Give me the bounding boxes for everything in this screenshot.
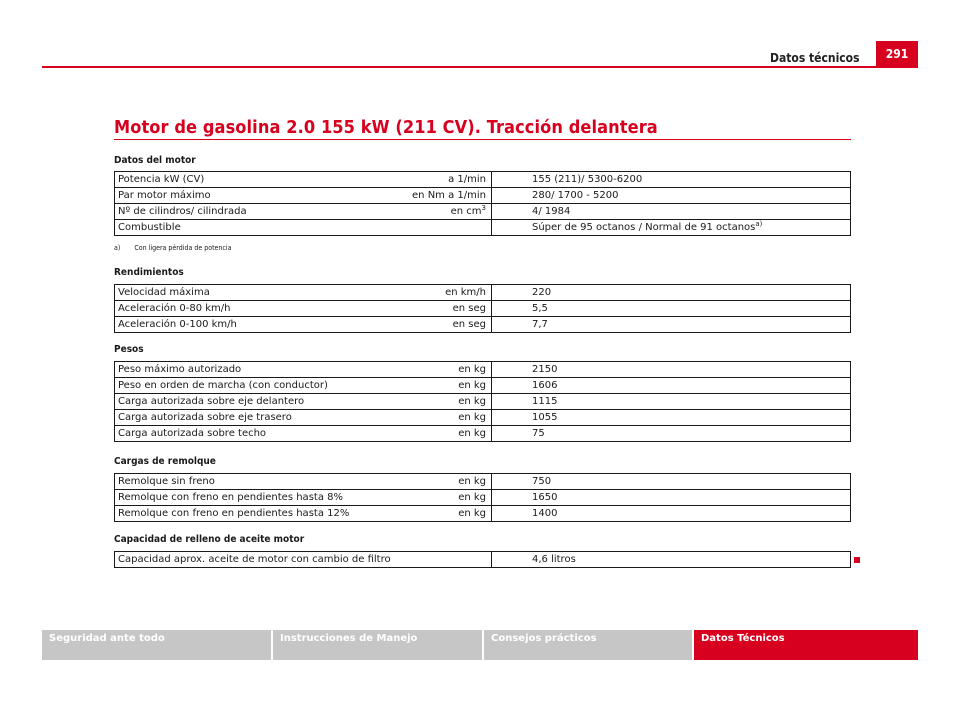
spec-name: Peso en orden de marcha (con conductor) (115, 378, 404, 394)
spec-value: 4/ 1984 (492, 204, 851, 220)
footnote-mark: a) (114, 244, 121, 252)
table-row (115, 362, 851, 378)
spec-value: 5,5 (492, 301, 851, 317)
table-row (115, 426, 851, 442)
spec-unit-cell (403, 204, 492, 220)
footer-tab-seguridad[interactable]: Seguridad ante todo (42, 630, 271, 660)
spec-value: 1055 (492, 410, 851, 426)
spec-unit: en kg (403, 410, 492, 426)
table-row (115, 301, 851, 317)
table-row (115, 172, 851, 188)
footnote (114, 244, 231, 252)
page-title: Motor de gasolina 2.0 155 kW (211 CV). Tracción delantera (114, 117, 658, 138)
spec-unit: en seg (403, 301, 492, 317)
spec-name: Carga autorizada sobre techo (115, 426, 404, 442)
footer-tab-instrucciones[interactable]: Instrucciones de Manejo (273, 630, 482, 660)
spec-value: 2150 (492, 362, 851, 378)
spec-value: 155 (211)/ 5300-6200 (492, 172, 851, 188)
table-row (115, 378, 851, 394)
footer-tab-consejos[interactable]: Consejos prácticos (484, 630, 692, 660)
table-row (115, 188, 851, 204)
section-label-aceite: Capacidad de relleno de aceite motor (114, 534, 305, 545)
spec-unit: en kg (403, 394, 492, 410)
table-row (115, 410, 851, 426)
spec-value: Súper de 95 octanos / Normal de 91 octanos (532, 222, 756, 233)
spec-name: Remolque con freno en pendientes hasta 8% (115, 490, 404, 506)
spec-value: 1650 (492, 490, 851, 506)
spec-unit: en kg (403, 362, 492, 378)
table-row (115, 285, 851, 301)
aceite-table (114, 551, 851, 568)
spec-name: Carga autorizada sobre eje trasero (115, 410, 404, 426)
remolque-table (114, 473, 851, 522)
spec-name: Peso máximo autorizado (115, 362, 404, 378)
spec-name: Aceleración 0-100 km/h (115, 317, 404, 333)
section-end-marker (854, 557, 860, 563)
spec-name: Par motor máximo (115, 188, 404, 204)
spec-name: Velocidad máxima (115, 285, 404, 301)
spec-value: 1400 (492, 506, 851, 522)
spec-value: 75 (492, 426, 851, 442)
rendimientos-table (114, 284, 851, 333)
table-row (115, 204, 851, 220)
motor-table (114, 171, 851, 236)
spec-unit: a 1/min (403, 172, 492, 188)
header-divider (42, 66, 918, 68)
footer-tab-datos-tecnicos[interactable]: Datos Técnicos (694, 630, 918, 660)
footnote-text: Con ligera pérdida de potencia (134, 244, 232, 252)
spec-name: Carga autorizada sobre eje delantero (115, 394, 404, 410)
spec-value: 1606 (492, 378, 851, 394)
footer-nav (42, 630, 918, 660)
spec-value-cell (492, 220, 851, 236)
spec-unit (403, 552, 492, 568)
section-label-pesos: Pesos (114, 344, 144, 355)
spec-unit: en Nm a 1/min (403, 188, 492, 204)
spec-value: 7,7 (492, 317, 851, 333)
footnote-ref: a) (755, 220, 763, 228)
page-number: 291 (876, 41, 918, 66)
table-row (115, 220, 851, 236)
table-row (115, 394, 851, 410)
table-row (115, 474, 851, 490)
spec-name: Potencia kW (CV) (115, 172, 404, 188)
spec-unit: en kg (403, 490, 492, 506)
pesos-table (114, 361, 851, 442)
unit-superscript: 3 (481, 204, 486, 212)
table-row (115, 552, 851, 568)
spec-unit: en km/h (403, 285, 492, 301)
header-title: Datos técnicos (770, 51, 860, 65)
table-row (115, 506, 851, 522)
section-label-rendimientos: Rendimientos (114, 267, 184, 278)
spec-name: Capacidad aprox. aceite de motor con cambio de filtro (115, 552, 404, 568)
title-divider (114, 139, 851, 140)
section-label-remolque: Cargas de remolque (114, 456, 216, 467)
spec-unit: en kg (403, 426, 492, 442)
spec-name: Remolque con freno en pendientes hasta 12% (115, 506, 404, 522)
section-label-motor: Datos del motor (114, 155, 196, 166)
table-row (115, 490, 851, 506)
spec-name: Combustible (115, 220, 404, 236)
spec-value: 280/ 1700 - 5200 (492, 188, 851, 204)
spec-unit (403, 220, 492, 236)
spec-name: Aceleración 0-80 km/h (115, 301, 404, 317)
table-row (115, 317, 851, 333)
spec-value: 750 (492, 474, 851, 490)
spec-name: Nº de cilindros/ cilindrada (115, 204, 404, 220)
spec-value: 1115 (492, 394, 851, 410)
spec-value: 220 (492, 285, 851, 301)
spec-value: 4,6 litros (492, 552, 851, 568)
spec-unit: en kg (403, 506, 492, 522)
spec-unit: en cm (450, 206, 482, 217)
spec-unit: en kg (403, 378, 492, 394)
spec-unit: en kg (403, 474, 492, 490)
spec-name: Remolque sin freno (115, 474, 404, 490)
spec-unit: en seg (403, 317, 492, 333)
